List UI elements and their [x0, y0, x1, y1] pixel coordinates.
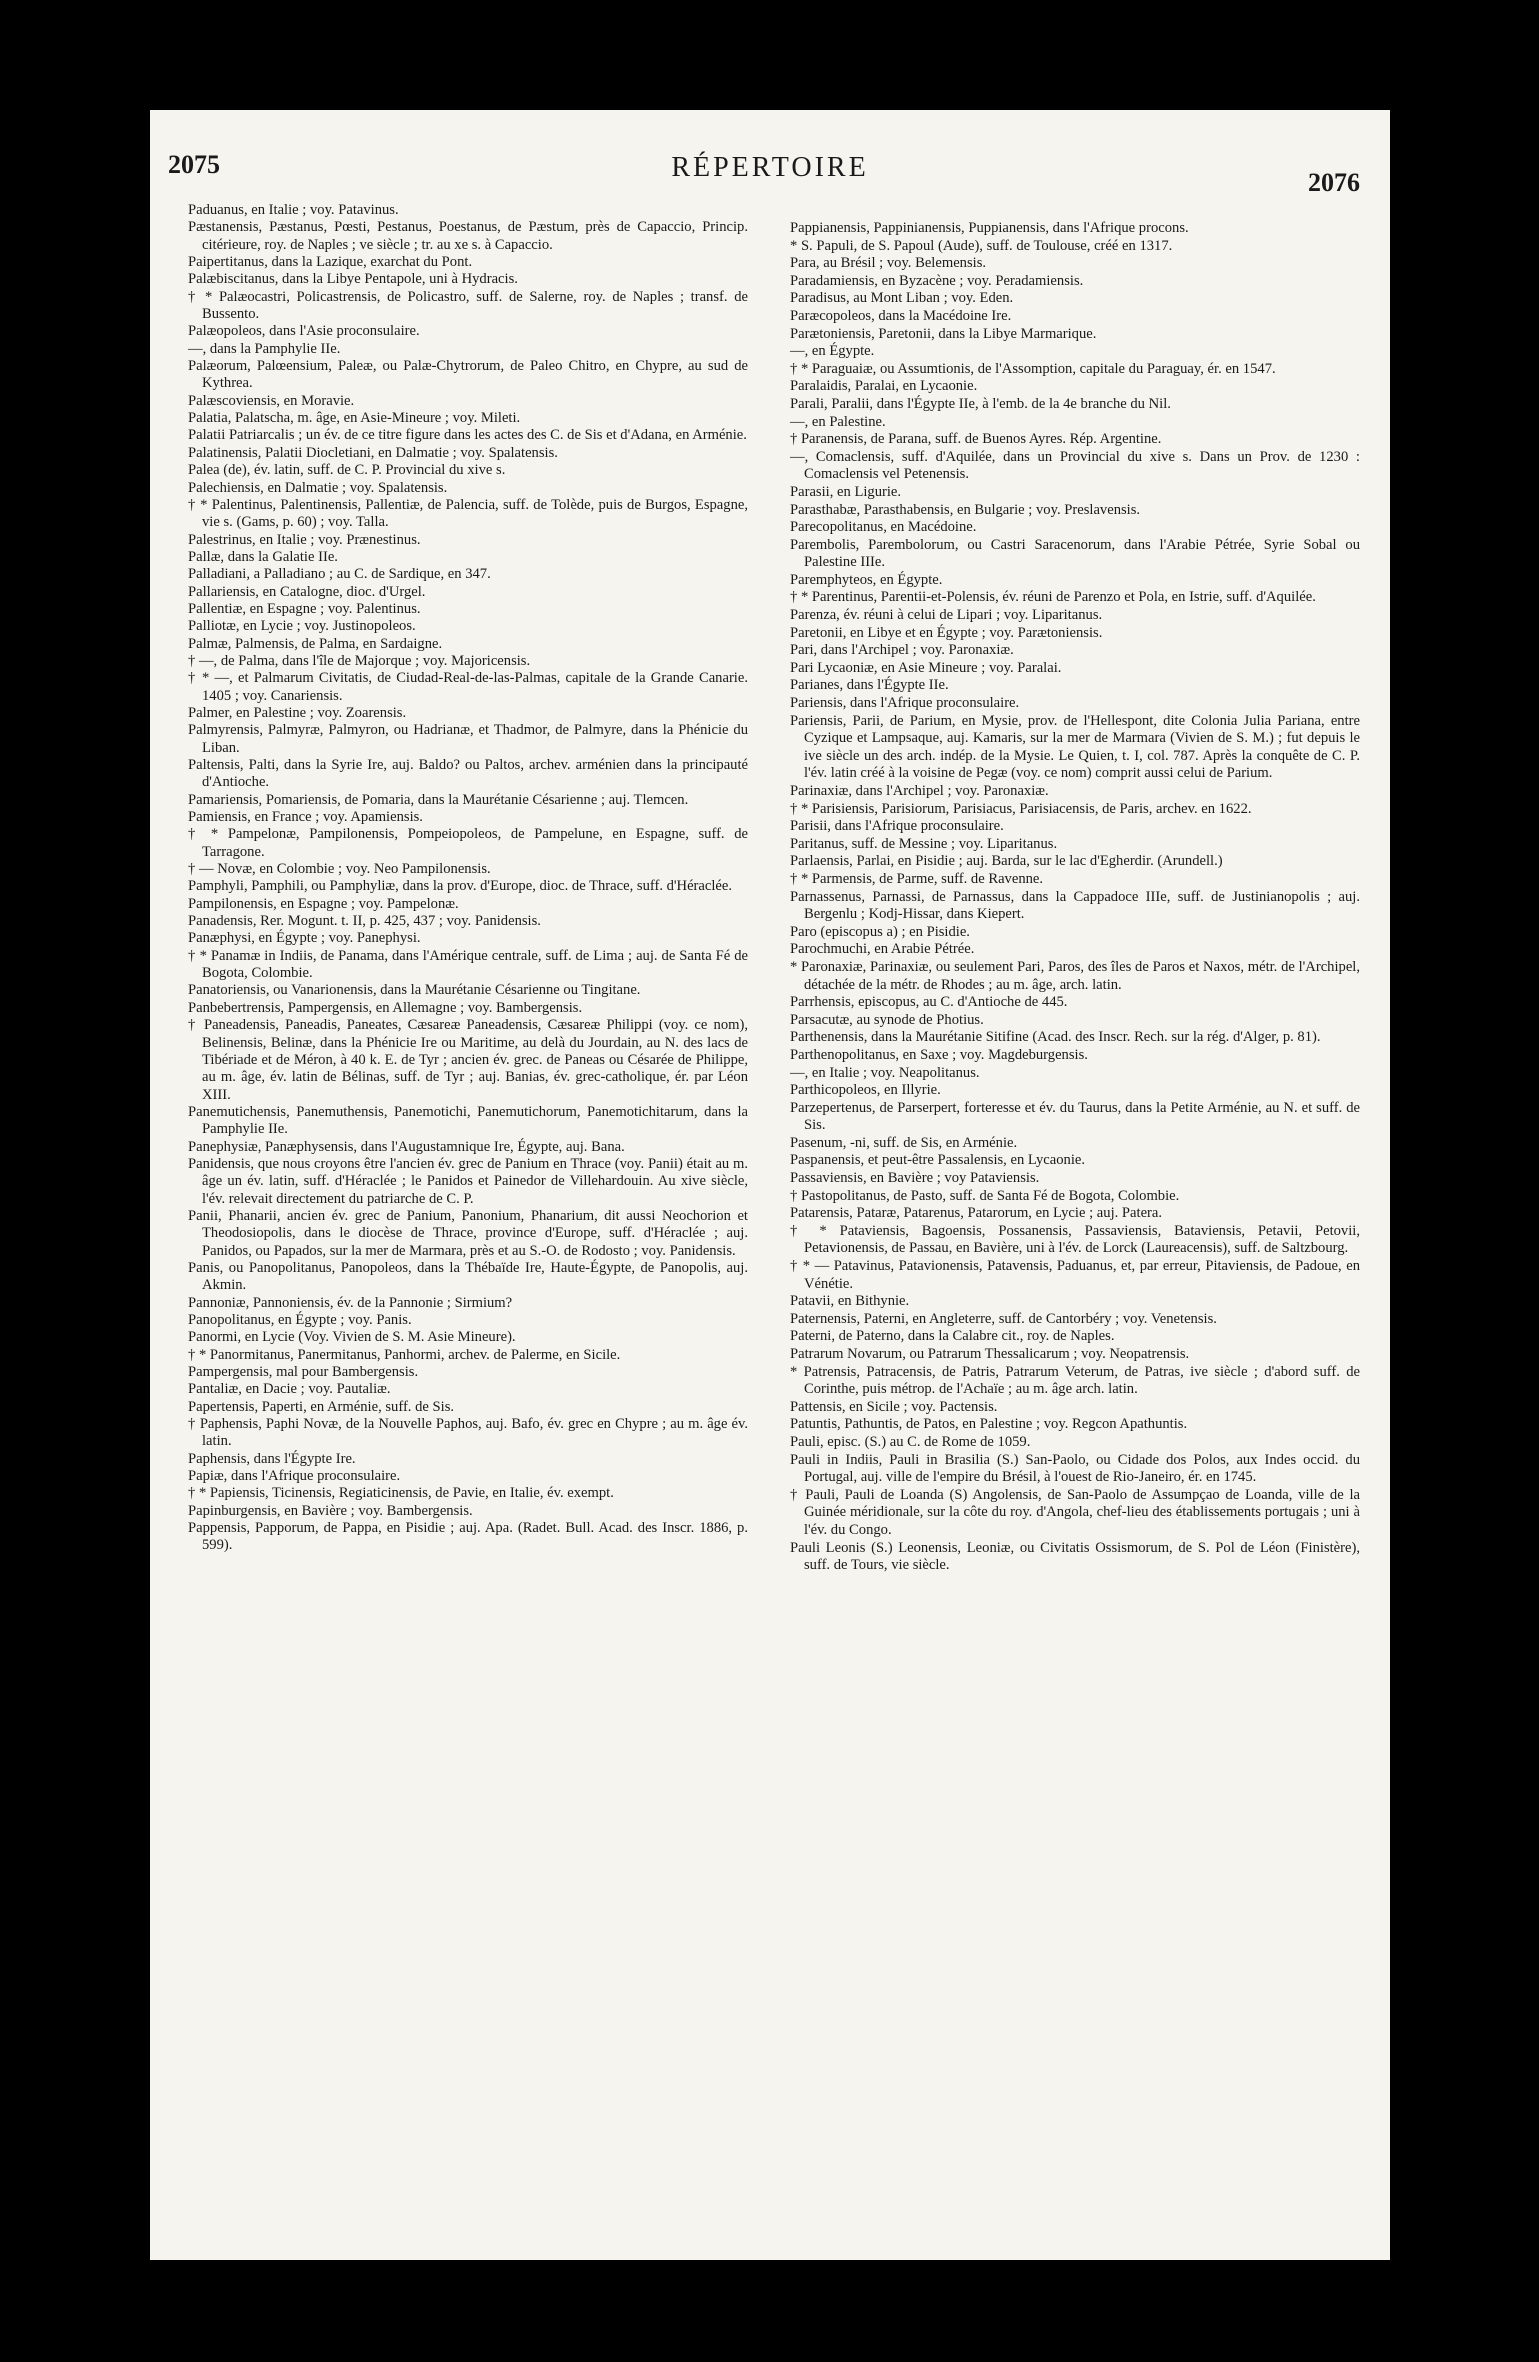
dictionary-entry: Parisii, dans l'Afrique proconsulaire. [790, 818, 1004, 835]
dictionary-entry: Panadensis, Rer. Mogunt. t. II, p. 425, 437 ; voy. Panidensis. [188, 913, 541, 930]
dictionary-entry: —, en Palestine. [790, 413, 886, 430]
dictionary-entry: Parthenopolitanus, en Saxe ; voy. Magdeburgensis. [790, 1046, 1088, 1063]
dictionary-entry: Passaviensis, en Bavière ; voy Pataviensis. [790, 1170, 1040, 1187]
dictionary-entry: Patuntis, Pathuntis, de Patos, en Palestine ; voy. Regcon Apathuntis. [790, 1416, 1188, 1433]
dictionary-entry: Parecopolitanus, en Macédoine. [790, 519, 977, 536]
dictionary-entry: Panatoriensis, ou Vanarionensis, dans la Maurétanie Césarienne ou Tingitane. [188, 982, 641, 999]
dictionary-entry: Pæstanensis, Pæstanus, Pœsti, Pestanus, Poestanus, de Pæstum, près de Capaccio, Princip. citérieure, roy. de Naples ; ve siècle ; tr. au xe s. à Capaccio. [188, 219, 748, 253]
dictionary-entry: Parembolis, Parembolorum, ou Castri Saracenorum, dans l'Arabie Pétrée, Syrie Sobal ou Palestine IIIe. [790, 536, 1360, 571]
dictionary-entry: Panemutichensis, Panemuthensis, Panemotichi, Panemutichorum, Panemotichitarum, dans la Pamphylie IIe. [188, 1103, 748, 1138]
dictionary-entry: Palæorum, Palœensium, Paleæ, ou Palæ-Chytrorum, de Paleo Chitro, en Chypre, au sud de Kythrea. [188, 358, 748, 392]
dictionary-entry: † * Parentinus, Parentii-et-Polensis, év. réuni de Parenzo et Pola, en Istrie, suff. d'Aquilée. [790, 589, 1316, 606]
dictionary-entry: Palæbiscitanus, dans la Libye Pentapole, uni à Hydracis. [188, 271, 518, 288]
dictionary-entry: Parali, Paralii, dans l'Égypte IIe, à l'emb. de la 4e branche du Nil. [790, 395, 1171, 412]
left-column [188, 202, 748, 1555]
dictionary-entry: Paræcopoleos, dans la Macédoine Ire. [790, 307, 1012, 324]
dictionary-entry: † * Panormitanus, Panermitanus, Panhormi, archev. de Palerme, en Sicile. [188, 1346, 621, 1363]
dictionary-entry: Palatinensis, Palatii Diocletiani, en Dalmatie ; voy. Spalatensis. [188, 444, 558, 461]
dictionary-entry: † * Parisiensis, Parisiorum, Parisiacus, Parisiacensis, de Paris, archev. en 1622. [790, 800, 1252, 817]
dictionary-entry: * S. Papuli, de S. Papoul (Aude), suff. de Toulouse, créé en 1317. [790, 237, 1173, 254]
dictionary-entry: Paltensis, Palti, dans la Syrie Ire, auj. Baldo? ou Paltos, archev. arménien dans la principauté d'Antioche. [188, 757, 748, 791]
dictionary-entry: † — Novæ, en Colombie ; voy. Neo Pampilonensis. [188, 861, 491, 878]
dictionary-entry: Pannoniæ, Pannoniensis, év. de la Pannonie ; Sirmium? [188, 1294, 513, 1311]
dictionary-entry: Parasthabæ, Parasthabensis, en Bulgarie ; voy. Preslavensis. [790, 501, 1141, 518]
dictionary-entry: —, en Italie ; voy. Neapolitanus. [790, 1064, 980, 1081]
dictionary-entry: Parnassenus, Parnassi, de Parnassus, dans la Cappadoce IIIe, suff. de Justinianopolis ; auj. Bergenlu ; Kodj-Hissar, dans Kiepert. [790, 888, 1360, 923]
dictionary-entry: Panis, ou Panopolitanus, Panopoleos, dans la Thébaïde Ire, Haute-Égypte, de Panopolis, auj. Akmin. [188, 1259, 748, 1294]
dictionary-entry: Pari, dans l'Archipel ; voy. Paronaxiæ. [790, 642, 1014, 659]
dictionary-entry: Palmer, en Palestine ; voy. Zoarensis. [188, 704, 407, 721]
dictionary-entry: Palmyrensis, Palmyræ, Palmyron, ou Hadrianæ, et Thadmor, de Palmyre, dans la Phénicie du Liban. [188, 722, 748, 756]
dictionary-entry: Pattensis, en Sicile ; voy. Pactensis. [790, 1398, 998, 1415]
dictionary-entry: † * Palentinus, Palentinensis, Pallentiæ, de Palencia, suff. de Tolède, puis de Burgos, Espagne, vie s. (Gams, p. 60) ; voy. Talla. [188, 496, 748, 531]
dictionary-entry: † * Papiensis, Ticinensis, Regiaticinensis, de Pavie, en Italie, év. exempt. [188, 1485, 614, 1502]
dictionary-entry: Pamiensis, en France ; voy. Apamiensis. [188, 809, 423, 826]
dictionary-entry: † —, de Palma, dans l'île de Majorque ; voy. Majoricensis. [188, 652, 531, 669]
dictionary-entry: Pauli in Indiis, Pauli in Brasilia (S.) San-Paolo, ou Cidade dos Polos, aux Indes occid. du Portugal, auj. ville de l'empire du Brésil, à l'ouest de Rio-Janeiro, ér. en 1745. [790, 1451, 1360, 1486]
dictionary-entry: Pallæ, dans la Galatie IIe. [188, 548, 338, 565]
dictionary-entry: † * Panamæ in Indiis, de Panama, dans l'Amérique centrale, suff. de Lima ; auj. de Santa Fé de Bogota, Colombie. [188, 947, 748, 982]
dictionary-entry: Paritanus, suff. de Messine ; voy. Liparitanus. [790, 835, 1058, 852]
dictionary-entry: Palatii Patriarcalis ; un év. de ce titre figure dans les actes des C. de Sis et d'Adana, en Arménie. [188, 427, 747, 444]
dictionary-entry: Pallentiæ, en Espagne ; voy. Palentinus. [188, 600, 421, 617]
dictionary-entry: Papinburgensis, en Bavière ; voy. Bambergensis. [188, 1502, 473, 1519]
running-title: RÉPERTOIRE [671, 152, 869, 183]
dictionary-entry: Paremphyteos, en Égypte. [790, 571, 943, 588]
dictionary-entry: Panephysiæ, Panæphysensis, dans l'Augustamnique Ire, Égypte, auj. Bana. [188, 1138, 625, 1155]
dictionary-entry: * Patrensis, Patracensis, de Patris, Patrarum Veterum, de Patras, ive siècle ; d'abord suff. de Corinthe, puis métrop. de l'Achaïe ; au m. âge arch. latin. [790, 1363, 1360, 1398]
dictionary-entry: Pallariensis, en Catalogne, dioc. d'Urgel. [188, 583, 426, 600]
right-column [790, 220, 1360, 1575]
dictionary-entry: Parianes, dans l'Égypte IIe. [790, 677, 949, 694]
dictionary-entry: Pappensis, Papporum, de Pappa, en Pisidie ; auj. Apa. (Radet. Bull. Acad. des Inscr. 1886, p. 599). [188, 1520, 748, 1554]
dictionary-entry: Paradamiensis, en Byzacène ; voy. Peradamiensis. [790, 272, 1084, 289]
dictionary-entry: Pauli, episc. (S.) au C. de Rome de 1059. [790, 1433, 1031, 1450]
dictionary-entry: † * — Patavinus, Patavionensis, Patavensis, Paduanus, et, par erreur, Pitaviensis, de Padoue, en Vénétie. [790, 1258, 1360, 1292]
dictionary-entry: Palatia, Palatscha, m. âge, en Asie-Mineure ; voy. Mileti. [188, 410, 521, 427]
dictionary-entry: Pamphyli, Pamphili, ou Pamphyliæ, dans la prov. d'Europe, dioc. de Thrace, suff. d'Héraclée. [188, 878, 733, 895]
dictionary-entry: Paradisus, au Mont Liban ; voy. Eden. [790, 290, 1014, 307]
dictionary-entry: † Pastopolitanus, de Pasto, suff. de Santa Fé de Bogota, Colombie. [790, 1187, 1180, 1204]
dictionary-entry: † * Paraguaiæ, ou Assumtionis, de l'Assomption, capitale du Paraguay, ér. en 1547. [790, 360, 1276, 377]
dictionary-entry: Patarensis, Pataræ, Patarenus, Patarorum, en Lycie ; auj. Patera. [790, 1205, 1163, 1222]
dictionary-entry: Panopolitanus, en Égypte ; voy. Panis. [188, 1312, 412, 1328]
dictionary-entry: Papertensis, Paperti, en Arménie, suff. de Sis. [188, 1398, 455, 1415]
dictionary-entry: Parzepertenus, de Parserpert, forteresse et év. du Taurus, dans la Petite Arménie, au N. et suff. de Sis. [790, 1099, 1360, 1134]
dictionary-entry: Paterni, de Paterno, dans la Calabre cit., roy. de Naples. [790, 1328, 1115, 1345]
dictionary-entry: Pauli Leonis (S.) Leonensis, Leoniæ, ou Civitatis Ossismorum, de S. Pol de Léon (Finistère), suff. de Tours, vie siècle. [790, 1539, 1360, 1574]
dictionary-entry: Parrhensis, episcopus, au C. d'Antioche de 445. [790, 994, 1068, 1011]
dictionary-entry: Panidensis, que nous croyons être l'ancien év. grec de Panium en Thrace (voy. Panii) était au m. âge un év. latin, suff. d'Héraclée ; le Panidos et Painedor de Villehardouin. Au xive siècle, l'év. relevait directement du patriarche de C. P. [188, 1155, 748, 1207]
dictionary-entry: Palæopoleos, dans l'Asie proconsulaire. [188, 323, 420, 340]
dictionary-entry: † * Parmensis, de Parme, suff. de Ravenne. [790, 870, 1044, 887]
dictionary-entry: Panormi, en Lycie (Voy. Vivien de S. M. Asie Mineure). [188, 1329, 516, 1346]
book-page [150, 110, 1390, 2260]
dictionary-entry: Pappianensis, Pappinianensis, Puppianensis, dans l'Afrique procons. [790, 220, 1189, 236]
dictionary-entry: Paralaidis, Paralai, en Lycaonie. [790, 378, 978, 395]
dictionary-entry: Paspanensis, et peut-être Passalensis, en Lycaonie. [790, 1152, 1086, 1169]
dictionary-entry: Paduanus, en Italie ; voy. Patavinus. [188, 202, 399, 218]
dictionary-entry: Pamariensis, Pomariensis, de Pomaria, dans la Maurétanie Césarienne ; auj. Tlemcen. [188, 791, 689, 808]
dictionary-entry: Parasii, en Ligurie. [790, 483, 902, 500]
dictionary-entry: Palmæ, Palmensis, de Palma, en Sardaigne. [188, 635, 443, 652]
dictionary-entry: Papiæ, dans l'Afrique proconsulaire. [188, 1468, 401, 1485]
dictionary-entry: † Paranensis, de Parana, suff. de Buenos Ayres. Rép. Argentine. [790, 431, 1162, 448]
dictionary-entry: Palliotæ, en Lycie ; voy. Justinopoleos. [188, 618, 416, 635]
dictionary-entry: Paternensis, Paterni, en Angleterre, suff. de Cantorbéry ; voy. Venetensis. [790, 1310, 1217, 1327]
dictionary-entry: Parenza, év. réuni à celui de Lipari ; voy. Liparitanus. [790, 607, 1103, 624]
dictionary-entry: Paphensis, dans l'Égypte Ire. [188, 1450, 356, 1467]
dictionary-entry: Palea (de), év. latin, suff. de C. P. Provincial du xive s. [188, 462, 506, 479]
dictionary-entry: † Pauli, Pauli de Loanda (S) Angolensis, de San-Paolo de Assumpçao de Loanda, ville de la Guinée méridionale, sur la côte du roy. d'Angola, chef-lieu des établissements portugais ; uni à l'év. du Congo. [790, 1486, 1360, 1538]
dictionary-entry: † Paphensis, Paphi Novæ, de la Nouvelle Paphos, auj. Bafo, év. grec en Chypre ; au m. âge év. latin. [188, 1416, 748, 1450]
dictionary-entry: Parthicopoleos, en Illyrie. [790, 1082, 941, 1099]
dictionary-entry: Palladiani, a Palladiano ; au C. de Sardique, en 347. [188, 566, 491, 583]
dictionary-entry: † * Palæocastri, Policastrensis, de Policastro, suff. de Salerne, roy. de Naples ; transf. de Bussento. [188, 288, 748, 323]
dictionary-entry: —, dans la Pamphylie IIe. [188, 340, 341, 357]
dictionary-entry: Pampergensis, mal pour Bambergensis. [188, 1364, 419, 1381]
page-number-left: 2075 [168, 150, 220, 179]
dictionary-entry: Parochmuchi, en Arabie Pétrée. [790, 941, 975, 958]
dictionary-entry: Pampilonensis, en Espagne ; voy. Pampelonæ. [188, 895, 459, 912]
dictionary-entry: † * Pataviensis, Bagoensis, Possanensis, Passaviensis, Bataviensis, Petavii, Petovii, Petavionensis, de Passau, en Bavière, uni à l'év. de Lorck (Laureacensis), suff. de Saltzbourg. [790, 1222, 1360, 1257]
dictionary-entry: Palechiensis, en Dalmatie ; voy. Spalatensis. [188, 479, 448, 496]
dictionary-entry: —, Comaclensis, suff. d'Aquilée, dans un Provincial du xive s. Dans un Prov. de 1230 : Comaclensis vel Petenensis. [790, 448, 1360, 483]
dictionary-entry: Palestrinus, en Italie ; voy. Prænestinus. [188, 531, 421, 548]
dictionary-entry: Patrarum Novarum, ou Patrarum Thessalicarum ; voy. Neopatrensis. [790, 1346, 1190, 1362]
dictionary-entry: Pariensis, Parii, de Parium, en Mysie, prov. de l'Hellespont, dite Colonia Julia Pariana, entre Cyzique et Lampsaque, auj. Kamaris, sur la mer de Marmara (Vivien de S. M.) ; fut depuis le ive siècle un des arch. indép. de la Mysie. Le Quien, t. I, col. 787. Après la conquête de C. P. l'év. latin créé à la voisine de Pegæ (voy. ce nom) comprit aussi celui de Parium. [790, 712, 1360, 782]
page-number-right: 2076 [1308, 168, 1360, 197]
dictionary-entry: Panbebertrensis, Pampergensis, en Allemagne ; voy. Bambergensis. [188, 999, 583, 1016]
dictionary-entry: Parinaxiæ, dans l'Archipel ; voy. Paronaxiæ. [790, 783, 1049, 799]
dictionary-entry: Panii, Phanarii, ancien év. grec de Panium, Panonium, Phanarium, dit aussi Neochorion et Theodosiopolis, dans le diocèse de Thrace, province d'Europe, suff. d'Héraclée ; auj. Panidos, ou Papados, sur la mer de Marmara, près et au S.-O. de Rodosto ; voy. Panidensis. [188, 1207, 748, 1259]
dictionary-entry: Pariensis, dans l'Afrique proconsulaire. [790, 695, 1020, 712]
dictionary-entry: * Paronaxiæ, Parinaxiæ, ou seulement Pari, Paros, des îles de Paros et Naxos, métr. de l'Archipel, détachée de la métr. de Rhodes ; au m. âge, arch. latin. [790, 958, 1360, 993]
dictionary-entry: Parsacutæ, au synode de Photius. [790, 1011, 984, 1028]
dictionary-entry: Patavii, en Bithynie. [790, 1293, 910, 1310]
dictionary-entry: Pantaliæ, en Dacie ; voy. Pautaliæ. [188, 1381, 391, 1398]
dictionary-entry: Parthenensis, dans la Maurétanie Sitifine (Acad. des Inscr. Rech. sur la rég. d'Alger, p. 81). [790, 1029, 1321, 1046]
dictionary-entry: Paipertitanus, dans la Lazique, exarchat du Pont. [188, 254, 473, 271]
dictionary-entry: Pari Lycaoniæ, en Asie Mineure ; voy. Paralai. [790, 659, 1062, 676]
dictionary-entry: Pasenum, -ni, suff. de Sis, en Arménie. [790, 1134, 1018, 1151]
dictionary-entry: Paro (episcopus a) ; en Pisidie. [790, 923, 970, 940]
dictionary-entry: Palæscoviensis, en Moravie. [188, 392, 355, 409]
dictionary-entry: † * Pampelonæ, Pampilonensis, Pompeiopoleos, de Pampelune, en Espagne, suff. de Tarragone. [188, 826, 748, 860]
dictionary-entry: † * —, et Palmarum Civitatis, de Ciudad-Real-de-las-Palmas, capitale de la Grande Canarie. 1405 ; voy. Canariensis. [188, 670, 748, 704]
dictionary-entry: Para, au Brésil ; voy. Belemensis. [790, 255, 987, 272]
dictionary-entry: Parætoniensis, Paretonii, dans la Libye Marmarique. [790, 325, 1097, 342]
dictionary-entry: † Paneadensis, Paneadis, Paneates, Cæsareæ Paneadensis, Cæsareæ Philippi (voy. ce nom), Belinensis, Belinæ, dans la Phénicie Ire ou Maritime, au delà du Jourdain, au N. des lacs de Tibériade et de Méron, à 40 k. E. de Tyr ; ancien év. grec. de Paneas ou Césarée de Philippe, au m. âge, év. latin de Bélinas, suff. de Tyr ; auj. Banias, év. grec-catholique, ér. par Léon XIII. [188, 1017, 748, 1103]
dictionary-entry: —, en Égypte. [790, 343, 875, 360]
dictionary-entry: Paretonii, en Libye et en Égypte ; voy. Parætoniensis. [790, 624, 1103, 641]
dictionary-entry: Panæphysi, en Égypte ; voy. Panephysi. [188, 930, 421, 947]
dictionary-entry: Parlaensis, Parlai, en Pisidie ; auj. Barda, sur le lac d'Egherdir. (Arundell.) [790, 853, 1223, 870]
